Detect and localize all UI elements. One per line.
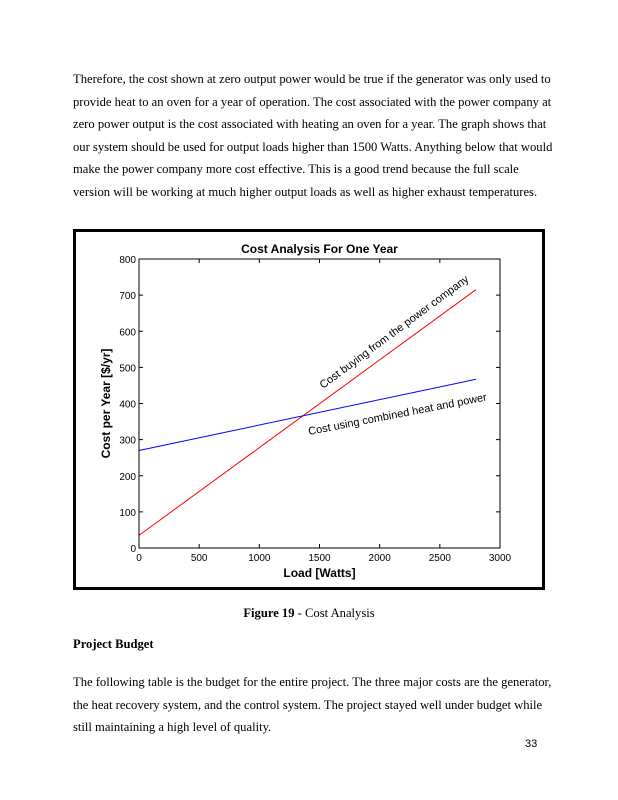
annotation-combined-heat-power: Cost using combined heat and power [307, 391, 488, 438]
x-tick-label: 1000 [248, 553, 271, 564]
figure-label: Figure 19 [243, 606, 295, 620]
x-tick-label: 1500 [308, 553, 331, 564]
y-tick-label: 100 [119, 507, 136, 519]
x-axis-label: Load [Watts] [283, 566, 356, 580]
y-axis-label: Cost per Year [$/yr] [99, 348, 113, 459]
y-tick-label: 0 [130, 544, 136, 555]
x-tick-label: 2000 [368, 553, 391, 564]
y-tick-label: 600 [119, 327, 136, 339]
budget-paragraph: The following table is the budget for the entire project. The three major costs are the generator, the heat recovery system, and the control system. The project stayed well under budget while still maintaining a high level of quality. [73, 675, 552, 735]
page-number: 33 [525, 738, 538, 750]
y-tick-label: 200 [119, 471, 136, 483]
x-tick-label: 2500 [428, 553, 451, 564]
x-tick-label: 0 [136, 553, 142, 564]
x-tick-label: 500 [190, 553, 208, 564]
y-tick-label: 300 [119, 435, 136, 447]
section-heading: Project Budget [73, 637, 154, 651]
figure-frame [73, 229, 545, 590]
y-tick-label: 700 [119, 291, 136, 303]
y-tick-label: 800 [119, 255, 136, 266]
intro-paragraph: Therefore, the cost shown at zero output power would be true if the generator was only used to provide heat to an oven for a year of operation. The cost associated with the power company at zero power output is the cost associated with heating an oven for a year. The graph shows that our system should be used for output loads higher than 1500 Watts. Anything below that would make the power company more cost effective. This is a good trend because the full scale version will be working at much higher output loads as well as higher exhaust temperatures. [73, 72, 553, 199]
cost-analysis-chart [76, 232, 542, 587]
figure-caption [0, 606, 618, 621]
figure-caption-text: - Cost Analysis [294, 606, 375, 620]
y-tick-label: 400 [119, 399, 136, 411]
annotation-power-company: Cost buying from the power company [317, 273, 472, 392]
x-tick-label: 3000 [488, 553, 512, 564]
chart-title: Cost Analysis For One Year [241, 242, 398, 256]
y-tick-label: 500 [119, 363, 136, 375]
